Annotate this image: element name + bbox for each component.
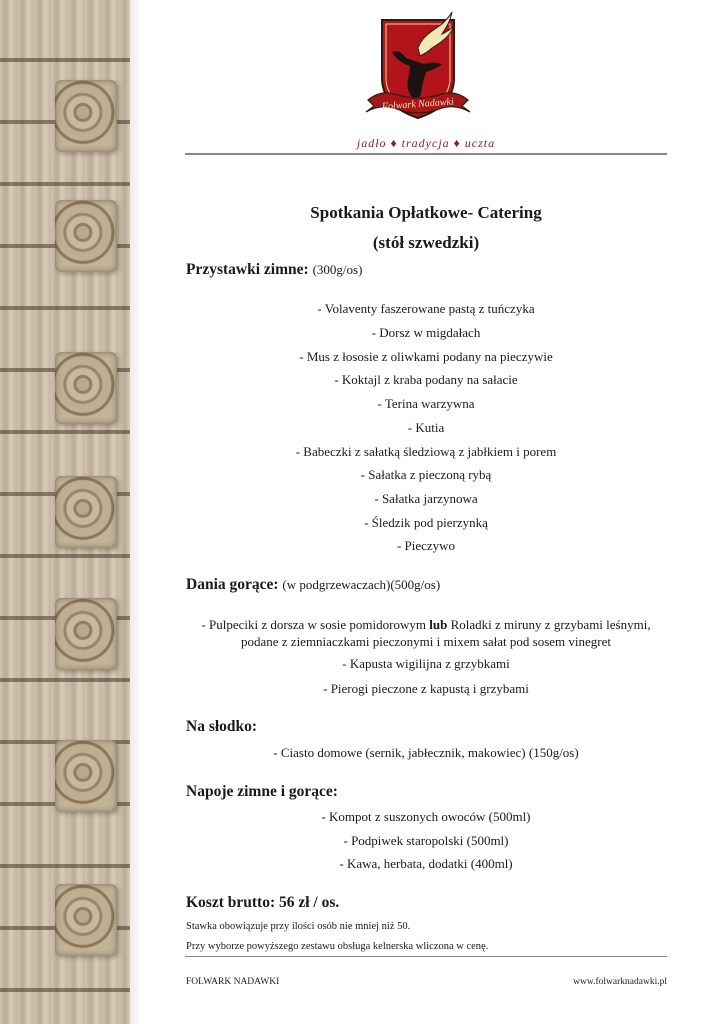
- log-end: [55, 884, 117, 956]
- section-heading-cold-starters: [186, 261, 362, 279]
- price-note: Przy wyborze powyższego zestawu obsługa kelnerska wliczona w cenę.: [186, 941, 489, 952]
- menu-item: - Dorsz w migdałach: [371, 325, 481, 340]
- log-end: [55, 598, 117, 670]
- hot-dishes-note: (w podgrzewaczach)(500g/os): [282, 577, 441, 592]
- cold-starters-note: (300g/os): [312, 262, 363, 277]
- hot-dishes-heading: Dania gorące:: [186, 576, 279, 593]
- log-end: [55, 80, 117, 152]
- menu-item: - Kompot z suszonych owoców (500ml): [321, 809, 531, 824]
- price-note: Stawka obowiązuje przy ilości osób nie mniej niż 50.: [186, 921, 411, 932]
- cold-starters-heading: Przystawki zimne:: [186, 261, 309, 278]
- log-end: [55, 476, 117, 548]
- log-end: [55, 200, 117, 272]
- log-end: [55, 352, 117, 424]
- footer-divider: [185, 956, 667, 957]
- menu-item: - Sałatka jarzynowa: [374, 491, 478, 506]
- main-course-text: - Pulpeciki z dorsza w sosie pomidorowym: [201, 617, 430, 632]
- document-subtitle: (stół szwedzki): [372, 233, 480, 252]
- menu-item-main-course: [185, 616, 667, 650]
- folwark-logo: [350, 8, 486, 132]
- menu-item: - Kapusta wigilijna z grzybkami: [342, 656, 510, 671]
- log-end: [55, 740, 117, 812]
- menu-item: - Babeczki z sałatką śledziową z jabłkiem i porem: [295, 444, 557, 459]
- footer-website-link[interactable]: www.folwarknadawki.pl: [573, 977, 667, 987]
- header-divider: [185, 153, 667, 155]
- menu-item: - Kawa, herbata, dodatki (400ml): [339, 856, 513, 871]
- section-heading-hot-dishes: [186, 576, 440, 594]
- section-heading-dessert: Na słodko:: [186, 718, 258, 735]
- menu-item: - Mus z łososie z oliwkami podany na pieczywie: [299, 349, 553, 364]
- menu-item: - Śledzik pod pierzynką: [364, 515, 488, 530]
- menu-item: - Pierogi pieczone z kapustą i grzybami: [323, 681, 529, 696]
- section-heading-drinks: Napoje zimne i gorące:: [186, 783, 338, 800]
- menu-item: - Ciasto domowe (sernik, jabłecznik, makowiec) (150g/os): [273, 745, 579, 760]
- menu-item: - Podpiwek staropolski (500ml): [343, 833, 509, 848]
- document-title: Spotkania Opłatkowe- Catering: [310, 203, 542, 222]
- menu-item: - Koktajl z kraba podany na sałacie: [334, 372, 518, 387]
- footer-company: FOLWARK NADAWKI: [186, 977, 280, 987]
- menu-item: - Pieczywo: [396, 538, 456, 553]
- price-heading: Koszt brutto: 56 zł / os.: [186, 894, 340, 911]
- menu-item: - Sałatka z pieczoną rybą: [360, 467, 492, 482]
- log-wall-decoration: [0, 0, 130, 1024]
- main-course-text-alt: Roladki z miruny z grzybami leśnymi, podane z ziemniaczkami pieczonymi i mixem sałat pod sosem vinegret: [240, 617, 651, 649]
- tagline: jadło ♦ tradycja ♦ uczta: [356, 136, 496, 150]
- menu-item: - Terina warzywna: [377, 396, 475, 411]
- menu-item: - Kutia: [407, 420, 445, 435]
- main-course-or: lub: [429, 617, 448, 632]
- logo-text: Folwark Nadawki: [381, 96, 455, 113]
- menu-item: - Volaventy faszerowane pastą z tuńczyka: [317, 301, 535, 316]
